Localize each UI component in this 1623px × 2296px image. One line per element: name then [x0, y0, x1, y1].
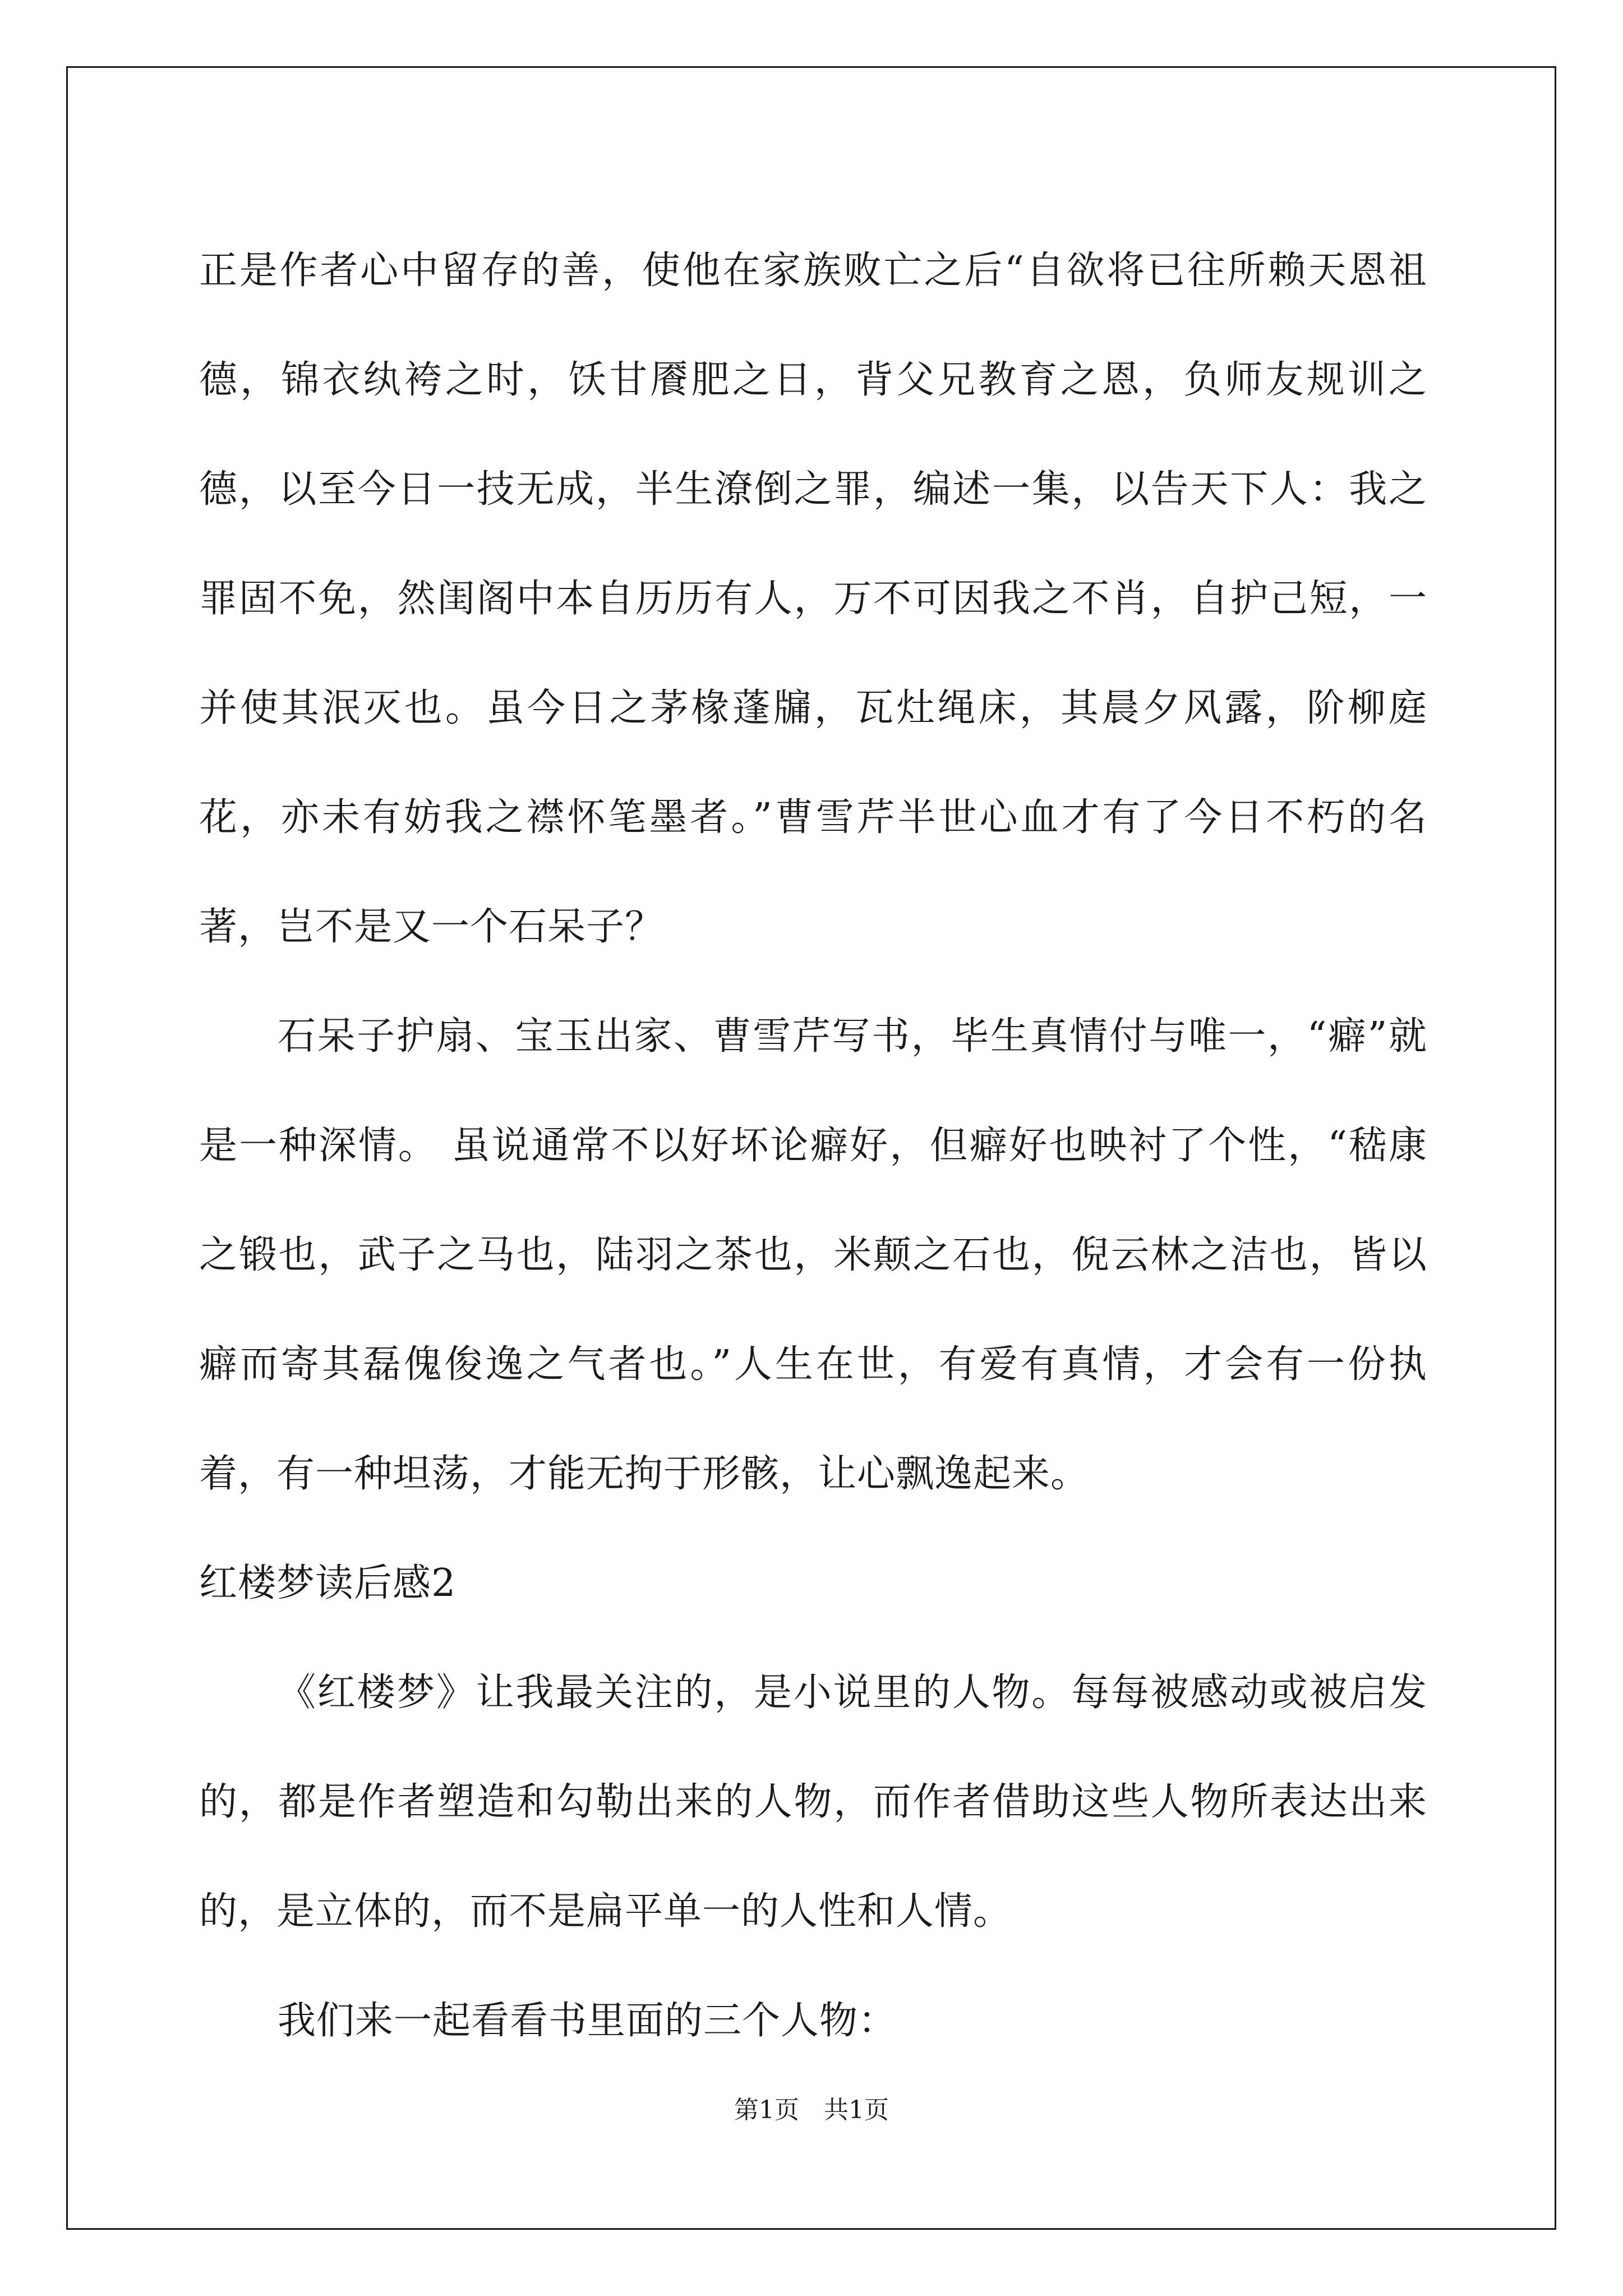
paragraph-2: 石呆子护扇、宝玉出家、曹雪芹写书，毕生真情付与唯一，“癖”就是一种深情。 虽说通常不以好坏论癖好，但癖好也映衬了个性，“嵇康之锻也，武子之马也，陆羽之茶也，米颠之石也，倪云林之洁也，皆以癖而寄其磊傀俊逸之气者也。”人生在世，有爱有真情，才会有一份执着，有一种坦荡，才能无拘于形骸，让心飘逸起来。	[199, 1014, 1427, 1496]
page-number: 第1页	[734, 2096, 799, 2124]
page-total: 共1页	[824, 2096, 889, 2124]
paragraph-3: 《红楼梦》让我最关注的，是小说里的人物。每每被感动或被启发的，都是作者塑造和勾勒出来的人物，而作者借助这些人物所表达出来的，是立体的，而不是扁平单一的人性和人情。	[199, 1671, 1427, 1934]
paragraph-4: 我们来一起看看书里面的三个人物：	[278, 1999, 897, 2043]
page-footer	[0, 2090, 1623, 2125]
paragraph-1: 正是作者心中留存的善，使他在家族败亡之后“自欲将已往所赖天恩祖德，锦衣纨袴之时，饫甘餍肥之日，背父兄教育之恩，负师友规训之德，以至今日一技无成，半生潦倒之罪，编述一集，以告天下人：我之罪固不免，然闺阁中本自历历有人，万不可因我之不肖，自护己短，一并使其泯灭也。虽今日之茅椽蓬牖，瓦灶绳床，其晨夕风露，阶柳庭花，亦未有妨我之襟怀笔墨者。”曹雪芹半世心血才有了今日不朽的名著，岂不是又一个石呆子？	[199, 249, 1427, 949]
document-body	[199, 216, 1427, 2076]
section-heading: 红楼梦读后感2	[199, 1561, 457, 1605]
